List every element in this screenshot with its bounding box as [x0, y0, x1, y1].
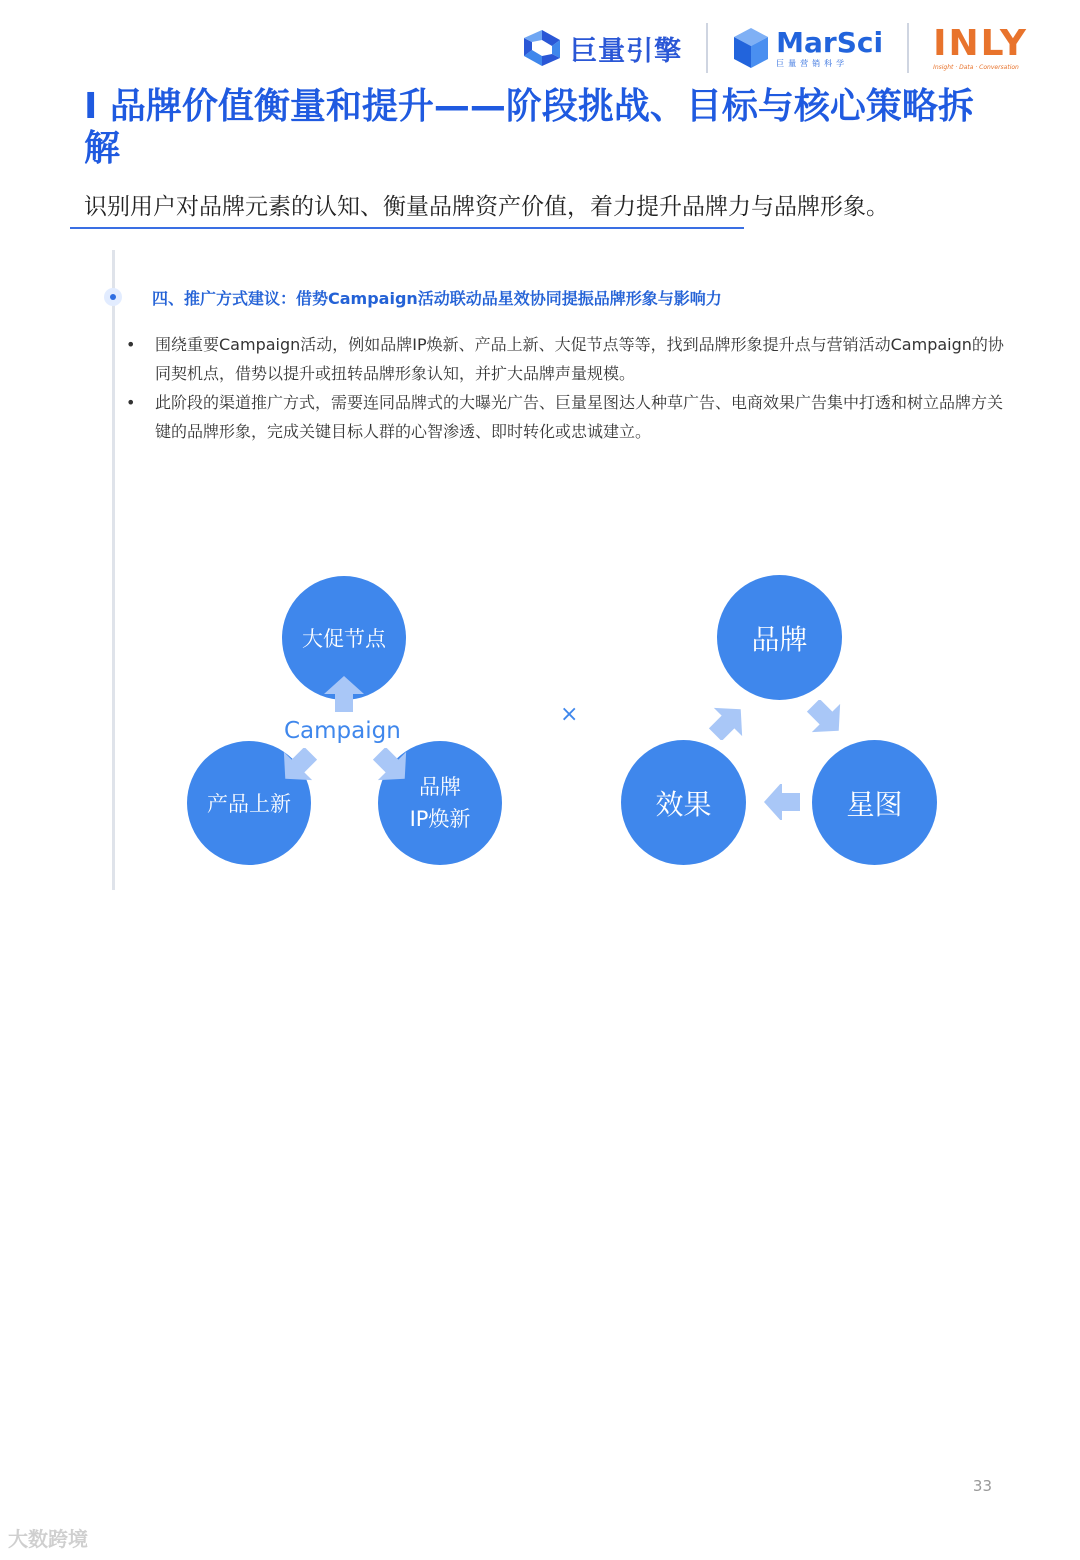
bullet-text: 围绕重要Campaign活动，例如品牌IP焕新、产品上新、大促节点等等，找到品牌形象提升点与营销活动Campaign的协同契机点，借势以提升或扭转品牌形象认知，并扩大品牌声量规模。 [155, 335, 1004, 383]
page-subtitle: 识别用户对品牌元素的认知、衡量品牌资产价值，着力提升品牌力与品牌形象。 [84, 194, 889, 220]
arrow-down-right-icon [372, 748, 412, 784]
logo-separator [706, 23, 708, 73]
arrow-down-right-icon [806, 700, 846, 736]
inly-logo-subtext: Insight · Data · Conversation [933, 63, 1019, 71]
arrow-up-icon [324, 676, 364, 712]
node-ip-label: IP焕新 [409, 807, 471, 831]
inly-logo-text: INLY [933, 22, 1028, 64]
arrow-down-left-icon [278, 748, 318, 784]
watermark: 大数跨境 [8, 1527, 88, 1551]
node-chanpin-label: 产品上新 [207, 792, 291, 816]
marsci-cube-icon [732, 26, 770, 70]
node-brand [717, 575, 842, 700]
section-heading: 四、推广方式建议：借势Campaign活动联动品星效协同提振品牌形象与影响力 [152, 289, 722, 308]
bullet-item [126, 330, 1006, 388]
juliang-logo-text: 巨量引擎 [570, 35, 683, 67]
node-brand-label: 品牌 [751, 622, 808, 656]
title-divider [70, 227, 744, 229]
node-dacu-label: 大促节点 [302, 627, 386, 651]
bullet-dot-icon: • [126, 393, 136, 412]
marsci-logo-subtext: 巨量营销科学 [776, 58, 849, 68]
marsci-logo [732, 26, 883, 70]
arrow-left-icon [762, 784, 802, 820]
node-effect [621, 740, 746, 865]
page-number: 33 [972, 1477, 992, 1495]
section-marker-dot-inner [110, 294, 116, 300]
logo-separator [907, 23, 909, 73]
marsci-logo-text: MarSci [776, 25, 884, 59]
header-logos [522, 18, 1028, 78]
page-title: I 品牌价值衡量和提升——阶段挑战、目标与核心策略拆解 [84, 86, 974, 169]
section-timeline-line [112, 250, 115, 890]
node-xingtu [812, 740, 937, 865]
arrow-up-right-icon [708, 704, 748, 740]
juliang-logo-icon [522, 28, 562, 68]
node-effect-label: 效果 [655, 787, 712, 821]
inly-logo [933, 22, 1028, 71]
node-pinpai-label: 品牌 [419, 775, 461, 799]
bullet-item [126, 388, 1006, 446]
campaign-label: Campaign [284, 718, 401, 744]
bullet-dot-icon: • [126, 335, 136, 354]
bullet-text: 此阶段的渠道推广方式，需要连同品牌式的大曝光广告、巨量星图达人种草广告、电商效果广告集中打透和树立品牌方关键的品牌形象，完成关键目标人群的心智渗透、即时转化或忠诚建立。 [155, 393, 1004, 441]
node-xingtu-label: 星图 [846, 787, 903, 821]
multiply-icon: × [560, 702, 579, 727]
bullet-list [126, 330, 1006, 446]
juliang-logo [522, 28, 682, 68]
